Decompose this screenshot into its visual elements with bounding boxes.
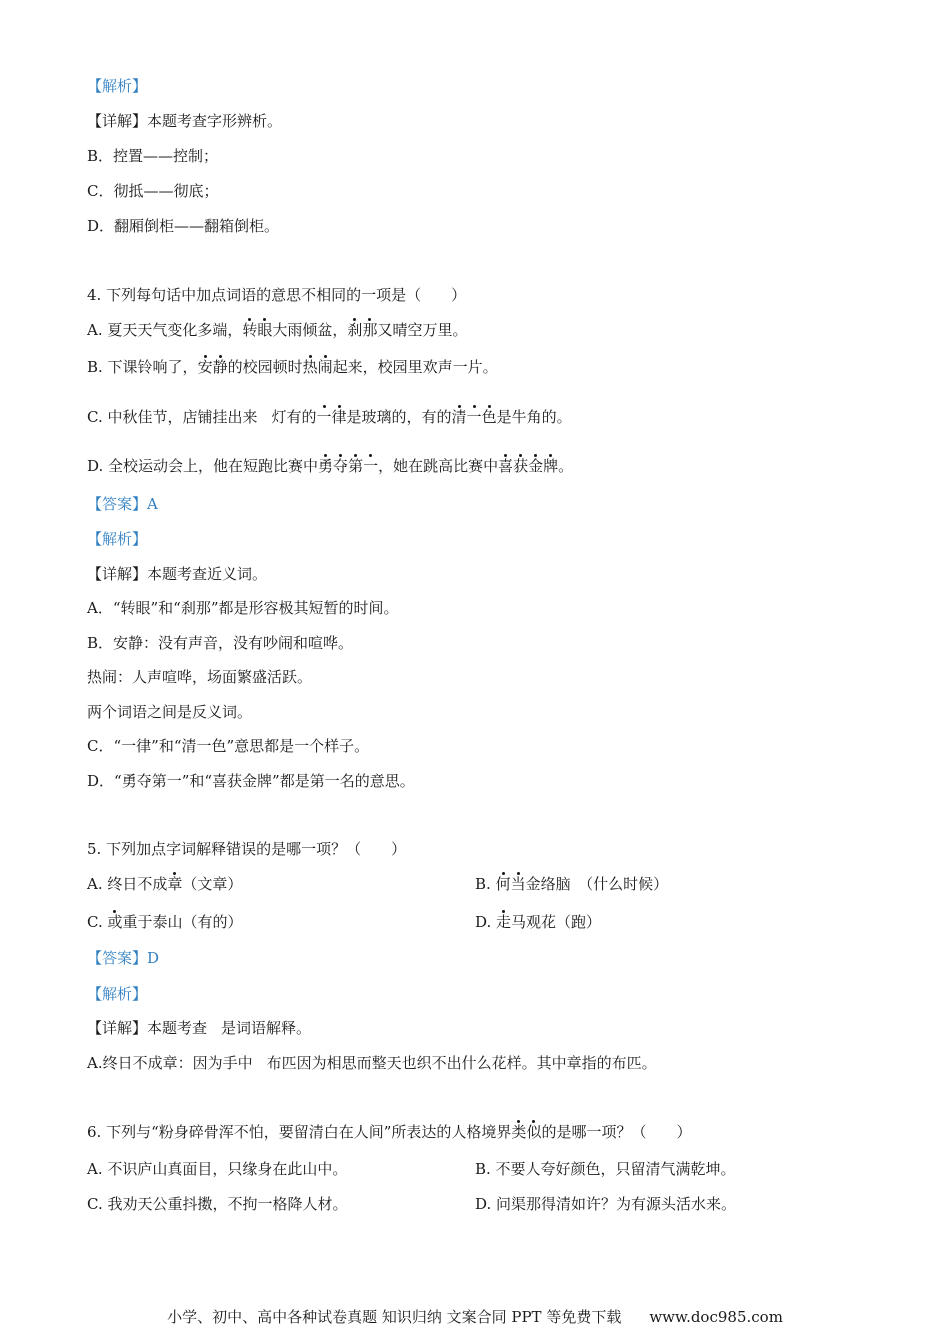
q4-explain-c: C．“一律”和“清一色”意思都是一个样子。 bbox=[87, 737, 370, 755]
page-footer bbox=[0, 1307, 950, 1327]
q4-explain-b3: 两个词语之间是反义词。 bbox=[87, 703, 253, 721]
q5-detail: 【详解】本题考查 是词语解释。 bbox=[87, 1019, 312, 1037]
q6-option-c: C. 我劝天公重抖擞，不拘一格降人材。 bbox=[87, 1195, 348, 1213]
q5-explain-a: A.终日不成章：因为手中 布匹因为相思而整天也织不出什么花样。其中章指的布匹。 bbox=[87, 1054, 657, 1072]
q4-option-d: D. 全校运动会上，他在短跑比赛中勇夺第一，她在跳高比赛中喜获金牌。 bbox=[87, 457, 574, 475]
q6-option-d: D. 问渠那得清如许？为有源头活水来。 bbox=[475, 1195, 737, 1213]
prev-option-b: B．控置——控制； bbox=[87, 147, 219, 165]
q4-explain-b2: 热闹：人声喧哗，场面繁盛活跃。 bbox=[87, 668, 313, 686]
prev-option-d: D．翻厢倒柜——翻箱倒柜。 bbox=[87, 217, 280, 235]
prev-option-c: C．彻抵——彻底； bbox=[87, 182, 219, 200]
q4-analysis-label: 【解析】 bbox=[87, 530, 148, 548]
q4-option-c: C. 中秋佳节，店铺挂出来 灯有的一律是玻璃的，有的清一色是牛角的。 bbox=[87, 408, 572, 426]
footer-text: 小学、初中、高中各种试卷真题 知识归纳 文案合同 PPT 等免费下载 bbox=[167, 1308, 622, 1326]
footer-url[interactable]: www.doc985.com bbox=[649, 1308, 783, 1326]
q6-option-b: B. 不要人夸好颜色，只留清气满乾坤。 bbox=[475, 1160, 736, 1178]
q5-answer: 【答案】D bbox=[87, 949, 160, 967]
q4-explain-d: D．“勇夺第一”和“喜获金牌”都是第一名的意思。 bbox=[87, 772, 415, 790]
q6-option-a: A. 不识庐山真面目，只缘身在此山中。 bbox=[87, 1160, 348, 1178]
analysis-label: 【解析】 bbox=[87, 77, 148, 95]
q4-stem: 4. 下列每句话中加点词语的意思不相同的一项是（ ） bbox=[87, 286, 467, 304]
q4-explain-b: B．安静：没有声音，没有吵闹和喧哗。 bbox=[87, 634, 354, 652]
q4-detail: 【详解】本题考查近义词。 bbox=[87, 565, 268, 583]
detail-line: 【详解】本题考查字形辨析。 bbox=[87, 112, 283, 130]
q4-answer: 【答案】A bbox=[87, 495, 158, 513]
q6-stem: 6. 下列与“粉身碎骨浑不怕，要留清白在人间”所表达的人格境界类似的是哪一项？（ ） bbox=[87, 1123, 692, 1141]
q5-stem: 5. 下列加点字词解释错误的是哪一项？（ ） bbox=[87, 840, 407, 858]
q4-explain-a: A．“转眼”和“刹那”都是形容极其短暂的时间。 bbox=[87, 599, 399, 617]
q5-option-b: B. 何当金络脑 （什么时候） bbox=[475, 875, 669, 893]
q4-option-a: A. 夏天天气变化多端，转眼大雨倾盆，刹那又晴空万里。 bbox=[87, 321, 468, 339]
q4-option-b: B. 下课铃响了，安静的校园顿时热闹起来，校园里欢声一片。 bbox=[87, 358, 498, 376]
q5-option-a: A. 终日不成章（文章） bbox=[87, 875, 243, 893]
q5-option-d: D. 走马观花（跑） bbox=[475, 913, 602, 931]
q5-analysis-label: 【解析】 bbox=[87, 985, 148, 1003]
q5-option-c: C. 或重于泰山（有的） bbox=[87, 913, 243, 931]
